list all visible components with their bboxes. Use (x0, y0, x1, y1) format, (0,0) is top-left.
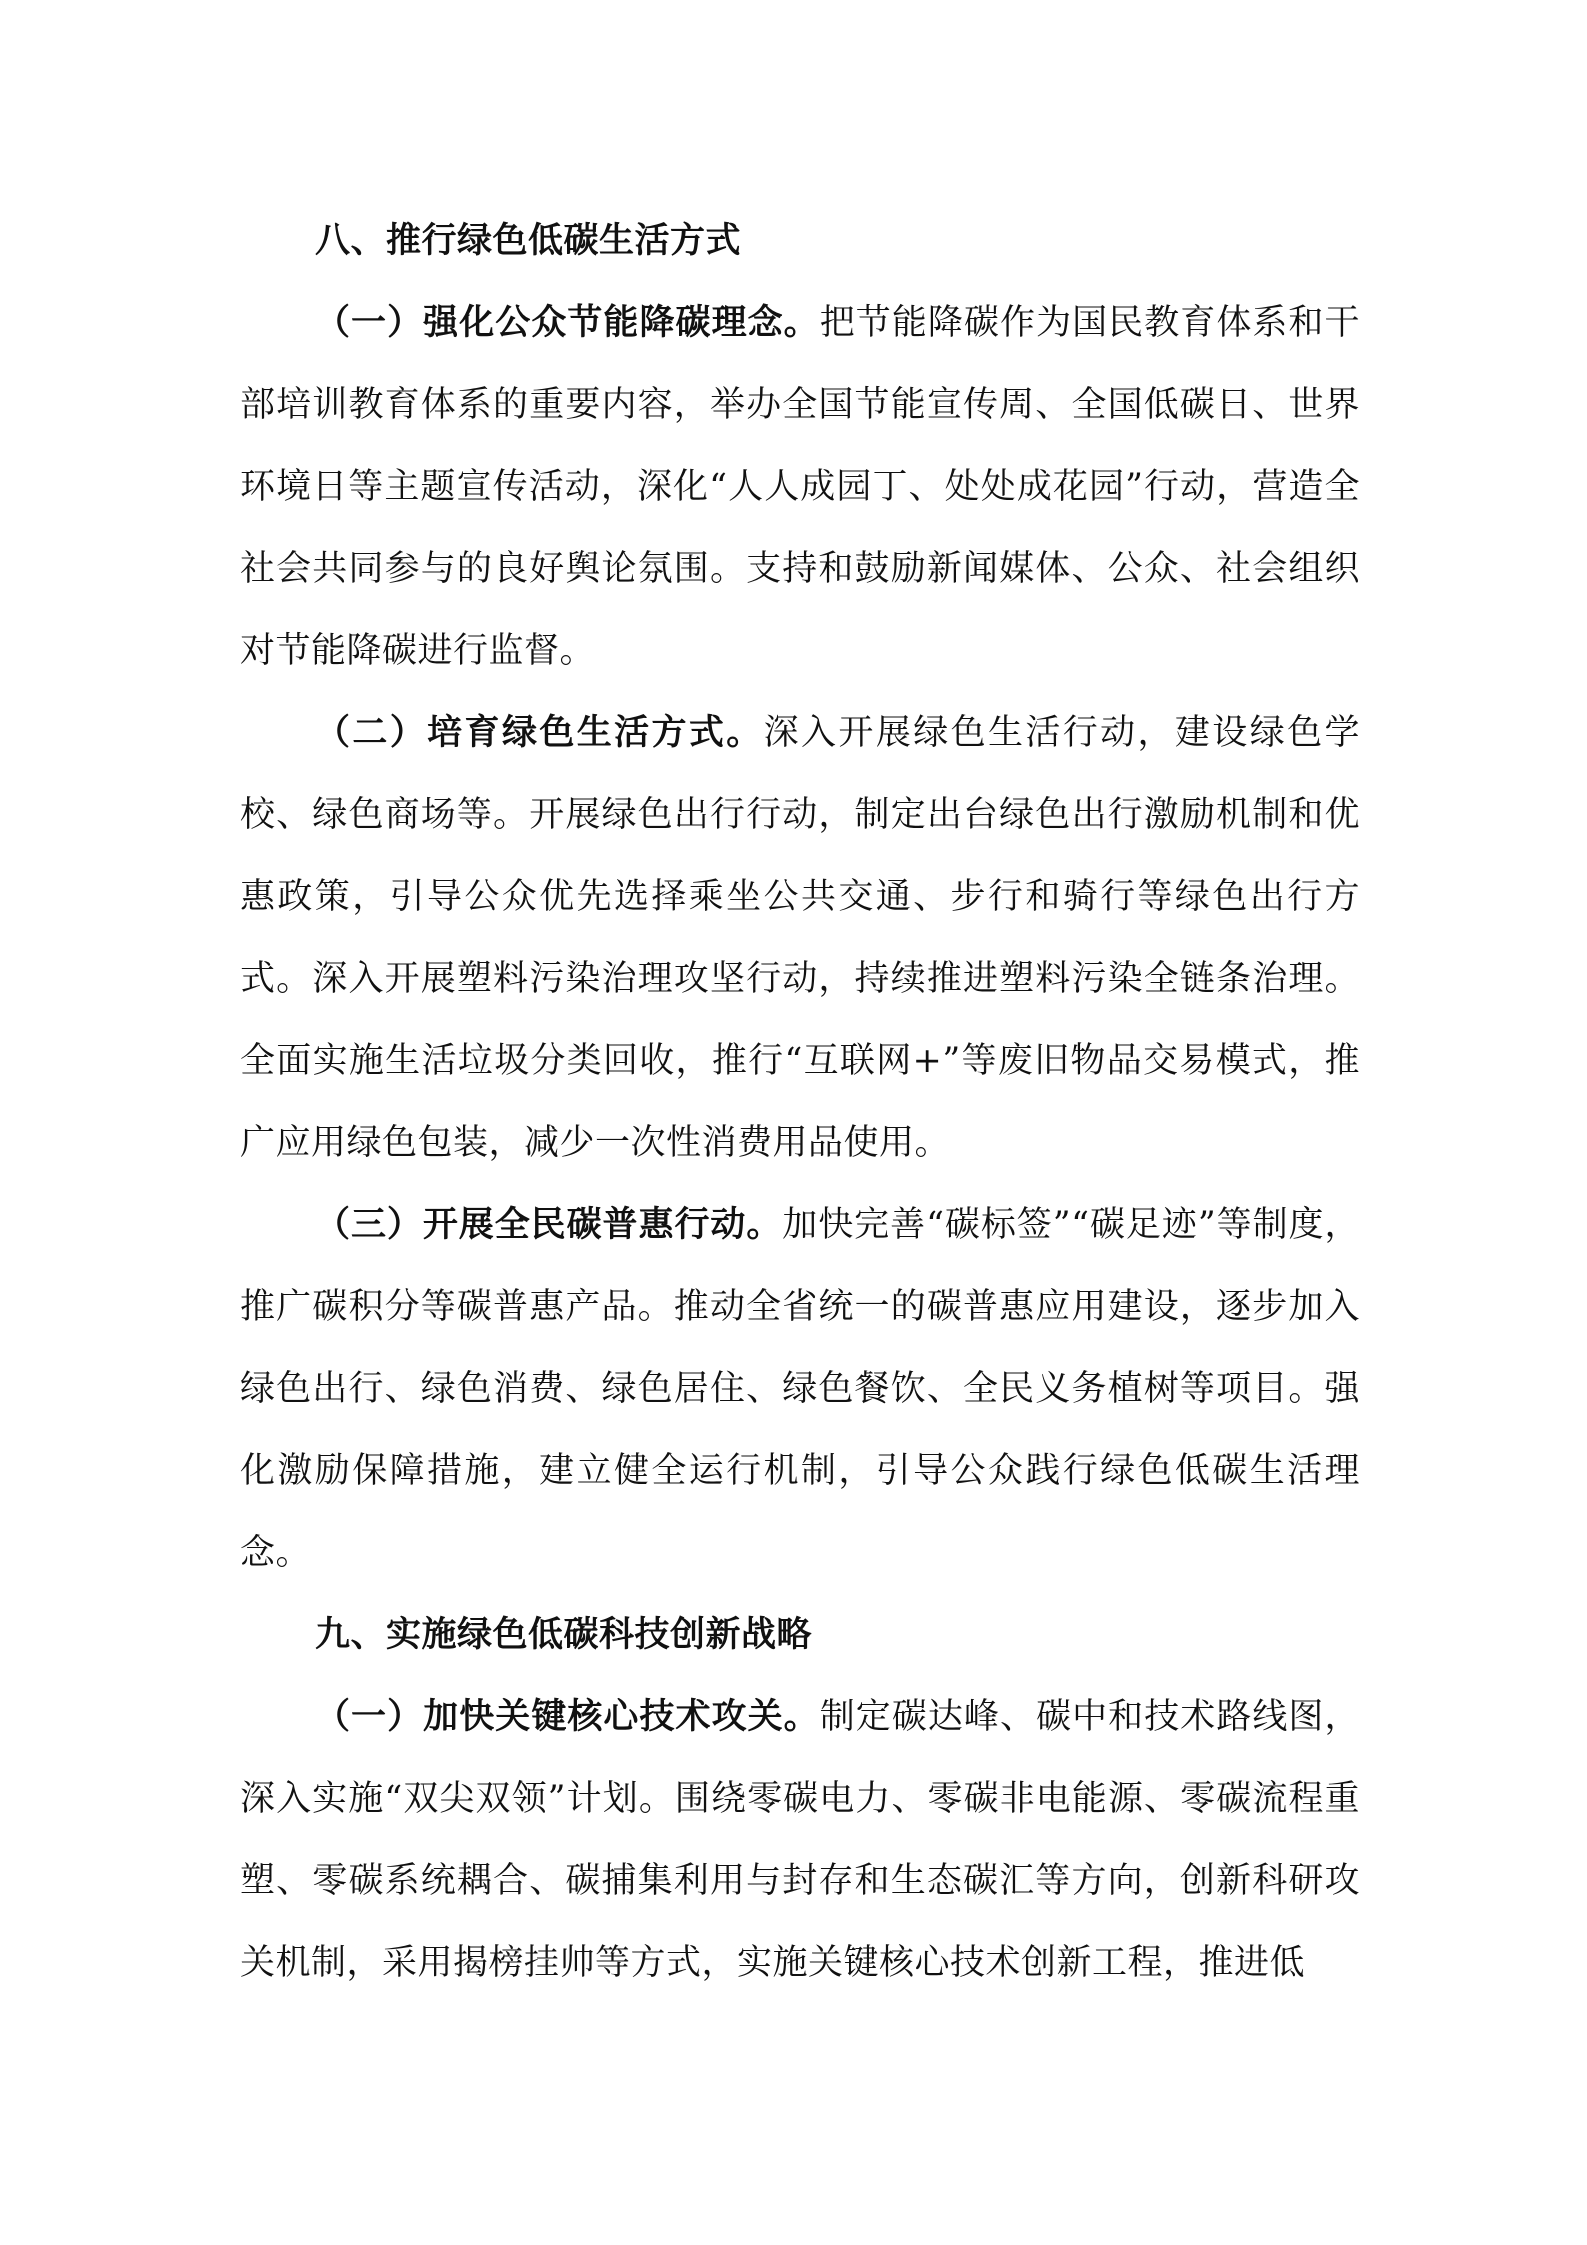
paragraph (240, 1184, 1360, 1594)
paragraph-text: 深入开展绿色生活行动，建设绿色学校、绿色商场等。开展绿色出行行动，制定出台绿色出行激励机制和优惠政策，引导公众优先选择乘坐公共交通、步行和骑行等绿色出行方式。深入开展塑料污染治理攻坚行动，持续推进塑料污染全链条治理。全面实施生活垃圾分类回收，推行“互联网+”等废旧物品交易模式，推广应用绿色包装，减少一次性消费用品使用。 (240, 713, 1360, 1163)
paragraph (240, 1676, 1360, 2004)
paragraph-lead: （一）加快关键核心技术攻关。 (315, 1696, 820, 1737)
section-heading: 九、实施绿色低碳科技创新战略 (315, 1614, 813, 1655)
paragraph-lead: （一）强化公众节能降碳理念。 (315, 302, 820, 343)
paragraph (240, 282, 1360, 692)
paragraph-text: 把节能降碳作为国民教育体系和干部培训教育体系的重要内容，举办全国节能宣传周、全国低碳日、世界环境日等主题宣传活动，深化“人人成园丁、处处成花园”行动，营造全社会共同参与的良好舆论氛围。支持和鼓励新闻媒体、公众、社会组织对节能降碳进行监督。 (240, 303, 1360, 671)
document-body (240, 200, 1360, 2004)
paragraph (240, 692, 1360, 1184)
paragraph-text: 制定碳达峰、碳中和技术路线图，深入实施“双尖双领”计划。围绕零碳电力、零碳非电能源、零碳流程重塑、零碳系统耦合、碳捕集利用与封存和生态碳汇等方向，创新科研攻关机制，采用揭榜挂帅等方式，实施关键核心技术创新工程，推进低 (240, 1697, 1360, 1983)
paragraph-lead: （三）开展全民碳普惠行动。 (315, 1204, 783, 1245)
section-heading: 八、推行绿色低碳生活方式 (315, 220, 742, 261)
paragraph-text: 加快完善“碳标签”“碳足迹”等制度，推广碳积分等碳普惠产品。推动全省统一的碳普惠应用建设，逐步加入绿色出行、绿色消费、绿色居住、绿色餐饮、全民义务植树等项目。强化激励保障措施，建立健全运行机制，引导公众践行绿色低碳生活理念。 (240, 1205, 1360, 1573)
paragraph-lead: （二）培育绿色生活方式。 (315, 712, 764, 753)
